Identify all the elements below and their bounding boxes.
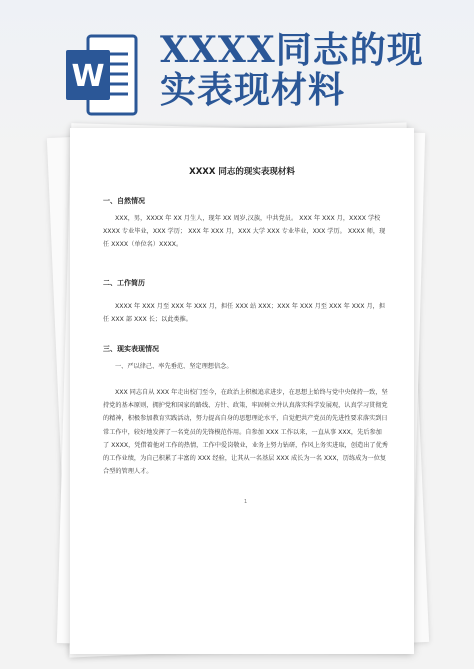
- banner-title-line-2: 实表现材料: [160, 69, 346, 111]
- banner-title-line-1: XXXX同志的现: [160, 29, 424, 71]
- page-number: 1: [244, 499, 248, 505]
- section-paragraph: XXX，男，XXXX 年 XX 月生人，现年 XX 周岁,汉族，中共党员。 XXX 年 XXX 月，XXXX 学校 XXXX 专业毕业，XXX 学历； XXX 年 XXX 月，XXX 大学 XXX 专业毕业，XXX 学历。 XXXX 师，现任 XXXX（单位名）XXXX。: [103, 215, 386, 249]
- document-page: [70, 128, 414, 654]
- section-heading-work-history: 二、工作简历: [103, 279, 145, 287]
- section-paragraph: 一、严以律己、率先垂范、坚定理想信念。: [115, 363, 233, 370]
- section-heading-performance: 三、现实表现情况: [103, 345, 159, 353]
- section-paragraph: XXXX 年 XXX 月至 XXX 年 XXX 月，担任 XXX 站 XXX；XXX 年 XXX 月至 XXX 年 XXX 月，担任 XXX 部 XXX 长；以此类推。: [103, 303, 386, 324]
- document-title: XXXX 同志的现实表现材料: [189, 167, 295, 177]
- banner-title: [160, 30, 460, 110]
- word-document-icon: [62, 30, 142, 120]
- word-icon-letter: W: [71, 59, 105, 94]
- section-paragraph: XXX 同志自从 XXX 年走出校门至今，在政治上积极追求进步，在思想上始终与党中央保持一致，坚持党的基本原则，拥护党和国家的路线、方针、政策，牢固树立并认真落实科学发展观，认真学习贯彻党的精神，积极参加教育实践活动，努力提高自身的思想理论水平，自觉把共产党员的先进性要求落实到日常工作中，较好地发挥了一名党员的先锋模范作用。自参加 XXX 工作以来，一直从事 XXX，先后参加了 XXXX，凭借着他对工作的热情，工作中爱岗敬业，业务上努力钻研，作风上务实进取，创造出了优秀的工作业绩，为自己积累了丰富的 XXX 经验，让其从一名基层 XXX 成长为一名 XXX，历练成为一位复合型的管理人才。: [103, 389, 388, 476]
- section-heading-natural-info: 一、自然情况: [103, 197, 145, 205]
